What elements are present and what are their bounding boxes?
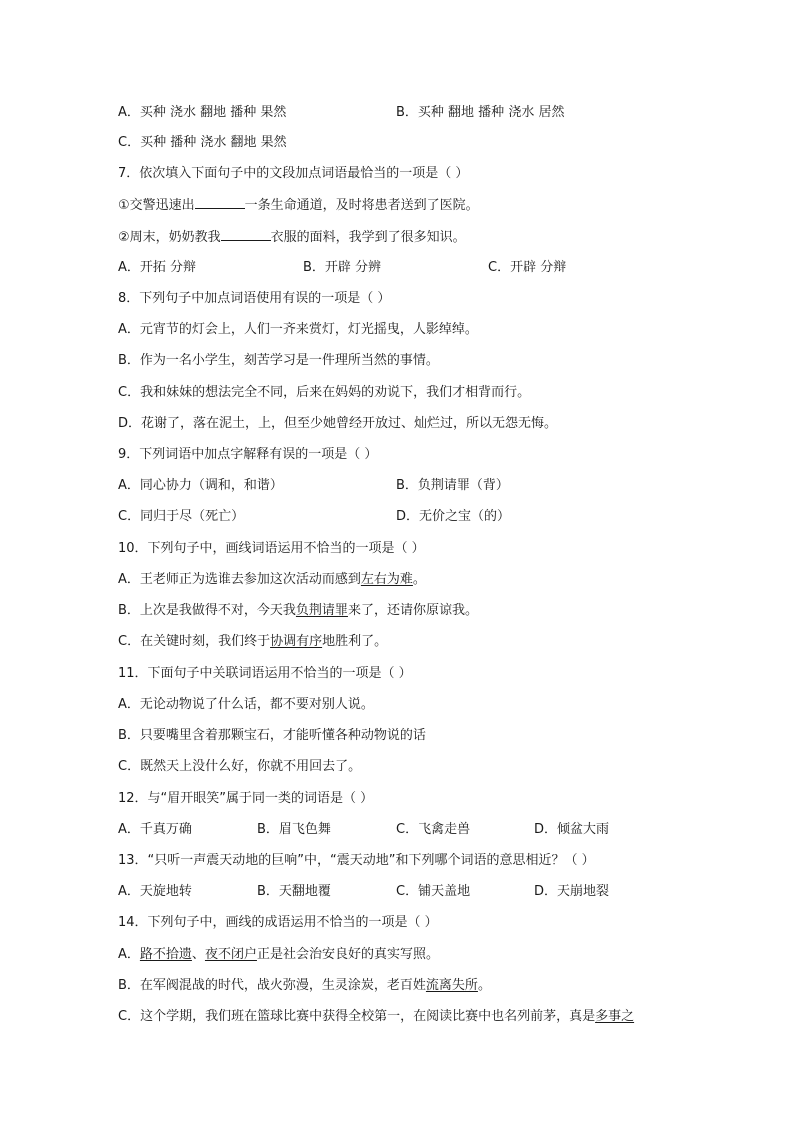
q10-b-pre: B．上次是我做得不对，今天我 [118,603,296,618]
q14-b-pre: B．在军阀混战的时代，战火弥漫，生灵涂炭，老百姓 [118,978,426,993]
fill-blank [195,196,245,209]
q10-option-a [118,571,426,589]
q10-a-pre: A．王老师正为选谁去参加这次活动而感到 [118,572,361,587]
q14-a-underlined-2: 夜不闭户 [204,947,257,962]
q10-option-b [118,602,478,620]
q8-option-d: D．花谢了，落在泥土，上，但至少她曾经开放过、灿烂过，所以无怨无悔。 [118,416,558,431]
q14-option-a [118,946,439,964]
q7-option-b: B．开辟 分辨 [303,260,382,275]
q9-option-b: B．负荆请罪（背） [396,478,509,493]
q10-c-underlined: 协调有序 [270,634,323,649]
q7-sentence-1 [118,196,479,215]
q9-stem: 9．下列词语中加点字解释有误的一项是（ ） [118,447,378,462]
q8-option-c: C．我和妹妹的想法完全不同，后来在妈妈的劝说下，我们才相背而行。 [118,385,531,400]
q8-option-b: B．作为一名小学生，刻苦学习是一件理所当然的事情。 [118,353,439,368]
q14-a-post: 正是社会治安良好的真实写照。 [256,947,439,962]
q13-option-a: A．天旋地转 [118,884,192,899]
q8-option-a: A．元宵节的灯会上，人们一齐来赏灯，灯光摇曳，人影绰绰。 [118,322,478,337]
q14-a-underlined-1: 路不拾遗 [139,947,192,962]
q14-a-mid: 、 [191,947,205,962]
q11-option-a: A．无论动物说了什么话，都不要对别人说。 [118,697,374,712]
q9-option-c: C．同归于尽（死亡） [118,509,245,524]
q12-stem: 12．与“眉开眼笑”属于同一类的词语是（ ） [118,791,374,806]
q14-stem: 14．下列句子中，画线的成语运用不恰当的一项是（ ） [118,915,438,930]
q13-option-b: B．天翻地覆 [257,884,331,899]
q7-stem: 7．依次填入下面句子中的文段加点词语最恰当的一项是（ ） [118,166,469,181]
q13-option-d: D．天崩地裂 [534,884,610,899]
q7-option-c: C．开辟 分辩 [488,260,567,275]
q7-option-a: A．开拓 分辩 [118,260,197,275]
q7-sentence-2 [118,228,466,247]
q12-option-d: D．倾盆大雨 [534,822,610,837]
q13-option-c: C．铺天盖地 [396,884,471,899]
q12-option-a: A．千真万确 [118,822,192,837]
q14-option-b [118,977,491,995]
q10-a-post: 。 [412,572,426,587]
q7-s2-pre: ②周末，奶奶教我 [118,230,221,245]
q10-option-c [118,633,387,651]
q9-option-a: A．同心协力（调和，和谐） [118,478,283,493]
q11-option-b: B．只要嘴里含着那颗宝石，才能听懂各种动物说的话 [118,728,426,743]
q13-stem: 13．“只听一声震天动地的巨响”中，“震天动地”和下列哪个词语的意思相近？（ ） [118,853,595,868]
q7-s1-post: 一条生命通道，及时将患者送到了医院。 [244,198,479,213]
q14-c-pre: C．这个学期，我们班在篮球比赛中获得全校第一，在阅读比赛中也名列前茅，真是 [118,1009,596,1024]
q10-stem: 10．下列句子中，画线词语运用不恰当的一项是（ ） [118,541,425,556]
q14-b-underlined: 流离失所 [425,978,478,993]
q10-b-underlined: 负荆请罪 [295,603,348,618]
q12-option-c: C．飞禽走兽 [396,822,471,837]
q12-option-b: B．眉飞色舞 [257,822,331,837]
fill-blank [221,228,271,241]
q9-option-d: D．无价之宝（的） [396,509,511,524]
q11-stem: 11．下面句子中关联词语运用不恰当的一项是（ ） [118,666,412,681]
q10-b-post: 来了，还请你原谅我。 [347,603,478,618]
q10-c-post: 地胜利了。 [322,634,388,649]
q10-a-underlined: 左右为难 [360,572,413,587]
q7-s1-pre: ①交警迅速出 [118,198,195,213]
q7-s2-post: 衣服的面料，我学到了很多知识。 [270,230,466,245]
q6-option-a: A．买种 浇水 翻地 播种 果然 [118,105,287,120]
q10-c-pre: C．在关键时刻，我们终于 [118,634,271,649]
q14-option-c [118,1008,634,1026]
q8-stem: 8．下列句子中加点词语使用有误的一项是（ ） [118,291,391,306]
q6-option-c: C．买种 播种 浇水 翻地 果然 [118,135,287,150]
q14-c-underlined: 多事之 [595,1009,635,1024]
q14-a-pre: A． [118,947,140,962]
q11-option-c: C．既然天上没什么好，你就不用回去了。 [118,759,362,774]
q6-option-b: B．买种 翻地 播种 浇水 居然 [396,105,565,120]
q14-b-post: 。 [477,978,491,993]
